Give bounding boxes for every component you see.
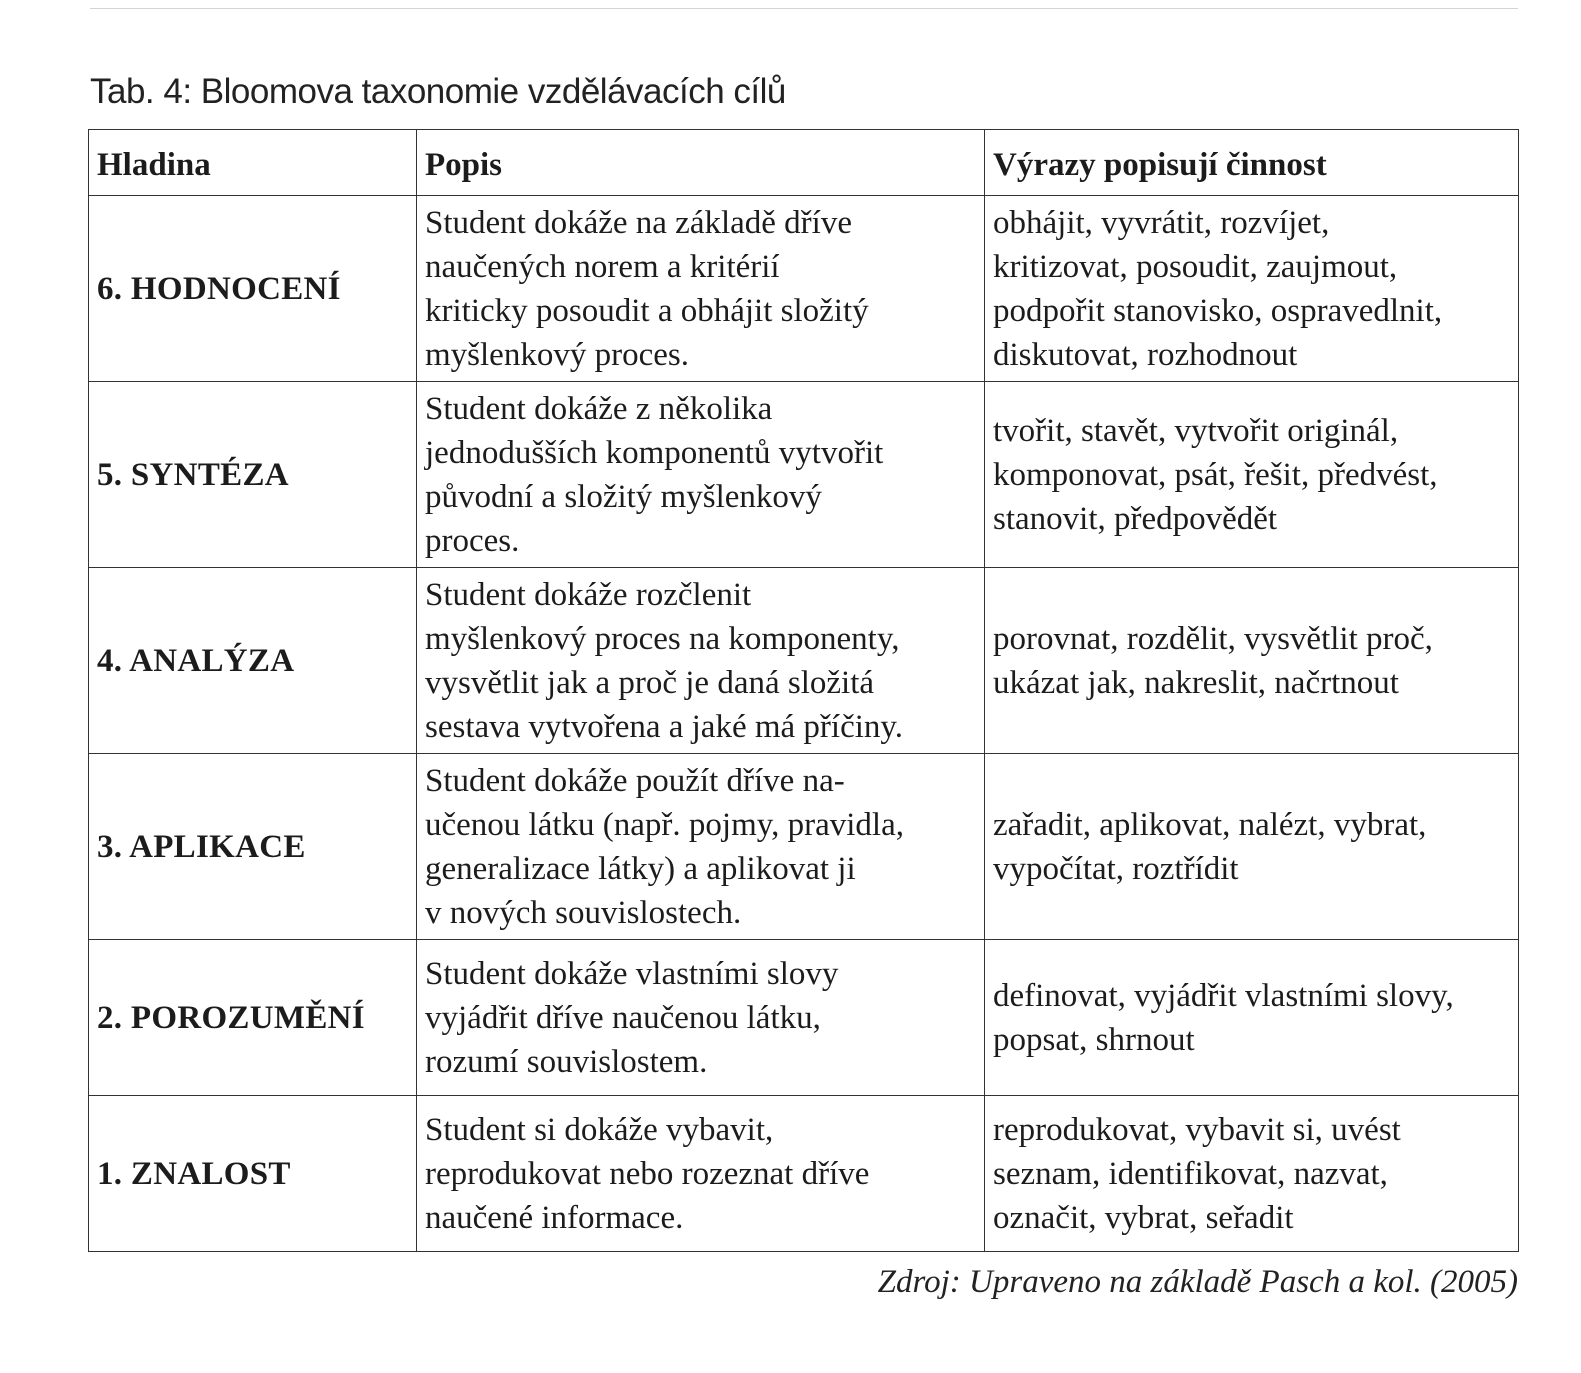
terms-line: obhájit, vyvrátit, rozvíjet, — [993, 205, 1330, 241]
header-level: Hladina — [89, 130, 417, 196]
bloom-taxonomy-table — [88, 129, 1519, 1252]
table-row — [89, 754, 1519, 940]
cell-description — [417, 940, 985, 1096]
cell-level: 2. POROZUMĚNÍ — [89, 940, 417, 1096]
cell-terms — [985, 754, 1519, 940]
terms-line: definovat, vyjádřit vlastními slovy, — [993, 978, 1454, 1014]
description-line: Student dokáže z několika — [425, 391, 773, 427]
terms-line: seznam, identifikovat, nazvat, — [993, 1156, 1388, 1192]
description-line: myšlenkový proces. — [425, 337, 689, 373]
description-line: jednodušších komponentů vytvořit — [425, 435, 884, 471]
top-rule — [90, 8, 1518, 9]
terms-line: stanovit, předpovědět — [993, 501, 1278, 537]
description-line: Student dokáže použít dříve na- — [425, 763, 845, 799]
terms-line: ukázat jak, nakreslit, načrtnout — [993, 665, 1399, 701]
cell-level: 3. APLIKACE — [89, 754, 417, 940]
cell-description — [417, 568, 985, 754]
description-line: naučených norem a kritérií — [425, 249, 780, 285]
terms-line: označit, vybrat, seřadit — [993, 1200, 1294, 1236]
cell-terms — [985, 940, 1519, 1096]
cell-terms — [985, 382, 1519, 568]
description-line: myšlenkový proces na komponenty, — [425, 621, 900, 657]
description-line: proces. — [425, 523, 520, 559]
description-line: učenou látku (např. pojmy, pravidla, — [425, 807, 904, 843]
cell-level: 5. SYNTÉZA — [89, 382, 417, 568]
description-line: Student dokáže na základě dříve — [425, 205, 852, 241]
description-line: vysvětlit jak a proč je daná složitá — [425, 665, 875, 701]
table-row — [89, 568, 1519, 754]
cell-level: 6. HODNOCENÍ — [89, 196, 417, 382]
terms-line: reprodukovat, vybavit si, uvést — [993, 1112, 1401, 1148]
table-header-row — [89, 130, 1519, 196]
cell-terms — [985, 196, 1519, 382]
table-caption: Tab. 4: Bloomova taxonomie vzdělávacích cílů — [90, 72, 786, 111]
terms-line: diskutovat, rozhodnout — [993, 337, 1298, 373]
terms-line: komponovat, psát, řešit, předvést, — [993, 457, 1438, 493]
cell-description — [417, 754, 985, 940]
table-row — [89, 1096, 1519, 1252]
table-row — [89, 940, 1519, 1096]
description-line: naučené informace. — [425, 1200, 684, 1236]
cell-level: 1. ZNALOST — [89, 1096, 417, 1252]
cell-description — [417, 196, 985, 382]
header-description: Popis — [417, 130, 985, 196]
description-line: sestava vytvořena a jaké má příčiny. — [425, 709, 904, 745]
terms-line: vypočítat, roztřídit — [993, 851, 1239, 887]
description-line: generalizace látky) a aplikovat ji — [425, 851, 856, 887]
table-body — [89, 196, 1519, 1252]
description-line: Student dokáže vlastními slovy — [425, 956, 839, 992]
terms-line: porovnat, rozdělit, vysvětlit proč, — [993, 621, 1433, 657]
description-line: původní a složitý myšlenkový — [425, 479, 822, 515]
description-line: rozumí souvislostem. — [425, 1044, 708, 1080]
description-line: vyjádřit dříve naučenou látku, — [425, 1000, 821, 1036]
terms-line: zařadit, aplikovat, nalézt, vybrat, — [993, 807, 1427, 843]
table-row — [89, 196, 1519, 382]
cell-description — [417, 382, 985, 568]
source-note: Zdroj: Upraveno na základě Pasch a kol. (2005) — [877, 1264, 1518, 1300]
cell-terms — [985, 568, 1519, 754]
terms-line: kritizovat, posoudit, zaujmout, — [993, 249, 1398, 285]
terms-line: popsat, shrnout — [993, 1022, 1195, 1058]
description-line: Student dokáže rozčlenit — [425, 577, 752, 613]
description-line: Student si dokáže vybavit, — [425, 1112, 774, 1148]
terms-line: tvořit, stavět, vytvořit originál, — [993, 413, 1399, 449]
description-line: v nových souvislostech. — [425, 895, 742, 931]
header-terms: Výrazy popisují činnost — [985, 130, 1519, 196]
cell-description — [417, 1096, 985, 1252]
terms-line: podpořit stanovisko, ospravedlnit, — [993, 293, 1443, 329]
description-line: kriticky posoudit a obhájit složitý — [425, 293, 869, 329]
table-row — [89, 382, 1519, 568]
description-line: reprodukovat nebo rozeznat dříve — [425, 1156, 870, 1192]
cell-level: 4. ANALÝZA — [89, 568, 417, 754]
cell-terms — [985, 1096, 1519, 1252]
